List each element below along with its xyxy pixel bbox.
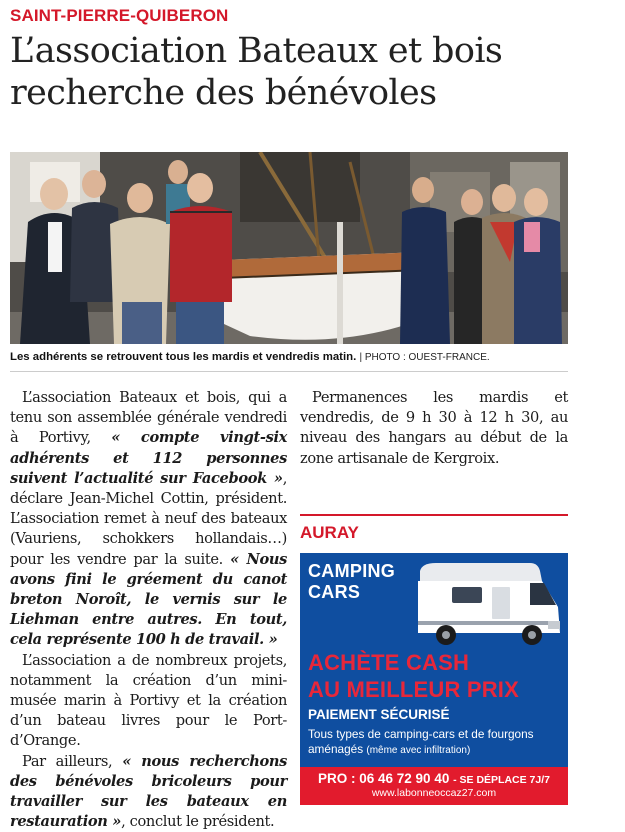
p1-text-b: , déclare Jean-Michel Cottin, président. L’association remet à neuf des bateaux (Vauriens, schokkers hollandais…) pour les vendre par la suite. <box>10 469 287 568</box>
article-paragraph-3 <box>10 752 287 832</box>
ad-body-text <box>308 727 563 758</box>
ad-logo-line-1: CAMPING <box>308 561 396 581</box>
article-paragraph-4: Permanences les mardis et vendredis, de 9 h 30 à 12 h 30, au niveau des hangars au début de la zone artisanale de Kergroix. <box>300 389 568 467</box>
ad-phone-line <box>300 771 568 786</box>
photo-caption <box>10 351 570 367</box>
section-heading-auray: AURAY <box>300 523 359 542</box>
p1-quote-2: « Nous avons fini le gréement du canot breton Noroît, le vernis sur le Liehman entre autres. En tout, cela représente 100 h de travail. » <box>10 550 287 649</box>
section-kicker: SAINT-PIERRE-QUIBERON <box>10 6 229 25</box>
ad-phone-number[interactable]: PRO : 06 46 72 90 40 <box>318 771 450 786</box>
ad-phone-suffix: - SE DÉPLACE 7J/7 <box>453 774 550 786</box>
caption-text: Les adhérents se retrouvent tous les mardis et vendredis matin. <box>10 351 357 363</box>
p3-text-a: Par ailleurs, <box>22 752 123 770</box>
ad-subheadline: PAIEMENT SÉCURISÉ <box>308 707 450 722</box>
camper-van-icon <box>412 559 562 651</box>
ad-body-main: Tous types de camping-cars et de fourgons aménagés <box>308 727 534 756</box>
workshop-photo-illustration <box>10 152 568 344</box>
article-headline: L’association Bateaux et bois recherche des bénévoles <box>10 31 503 113</box>
caption-divider <box>10 371 568 372</box>
article-column-right <box>300 388 568 469</box>
ad-headline-1: ACHÈTE CASH <box>308 650 470 675</box>
photo-credit: | PHOTO : OUEST-FRANCE. <box>359 352 490 363</box>
p1-quote-1: « compte vingt-six adhérents et 112 personnes suivent l’actualité sur Facebook » <box>10 429 287 487</box>
article-photo <box>10 152 568 344</box>
ad-body-small: (même avec infiltration) <box>366 744 471 756</box>
ad-logo-line-2: CARS <box>308 582 361 602</box>
ad-headline-2: AU MEILLEUR PRIX <box>308 677 519 702</box>
article-column-left <box>10 388 287 832</box>
ad-logo <box>308 561 395 603</box>
advertisement[interactable] <box>300 553 568 805</box>
section-divider <box>300 514 568 516</box>
p3-quote: « nous recherchons des bénévoles bricoleurs pour travailler sur les bateaux en restauration » <box>10 752 287 831</box>
p3-text-b: , conclut le président. <box>121 813 275 831</box>
p1-text-a: L’association Bateaux et bois, qui a tenu son assemblée générale vendredi à Portivy, <box>10 389 287 447</box>
ad-contact-bar <box>300 767 568 805</box>
article-paragraph-1 <box>10 388 287 651</box>
ad-website-link[interactable]: www.labonneoccaz27.com <box>371 787 497 799</box>
article-paragraph-2: L’association a de nombreux projets, notamment la création d’un mini-musée marin à Portivy et la création d’un bateau livres pour le Port-d’Orange. <box>10 651 287 750</box>
